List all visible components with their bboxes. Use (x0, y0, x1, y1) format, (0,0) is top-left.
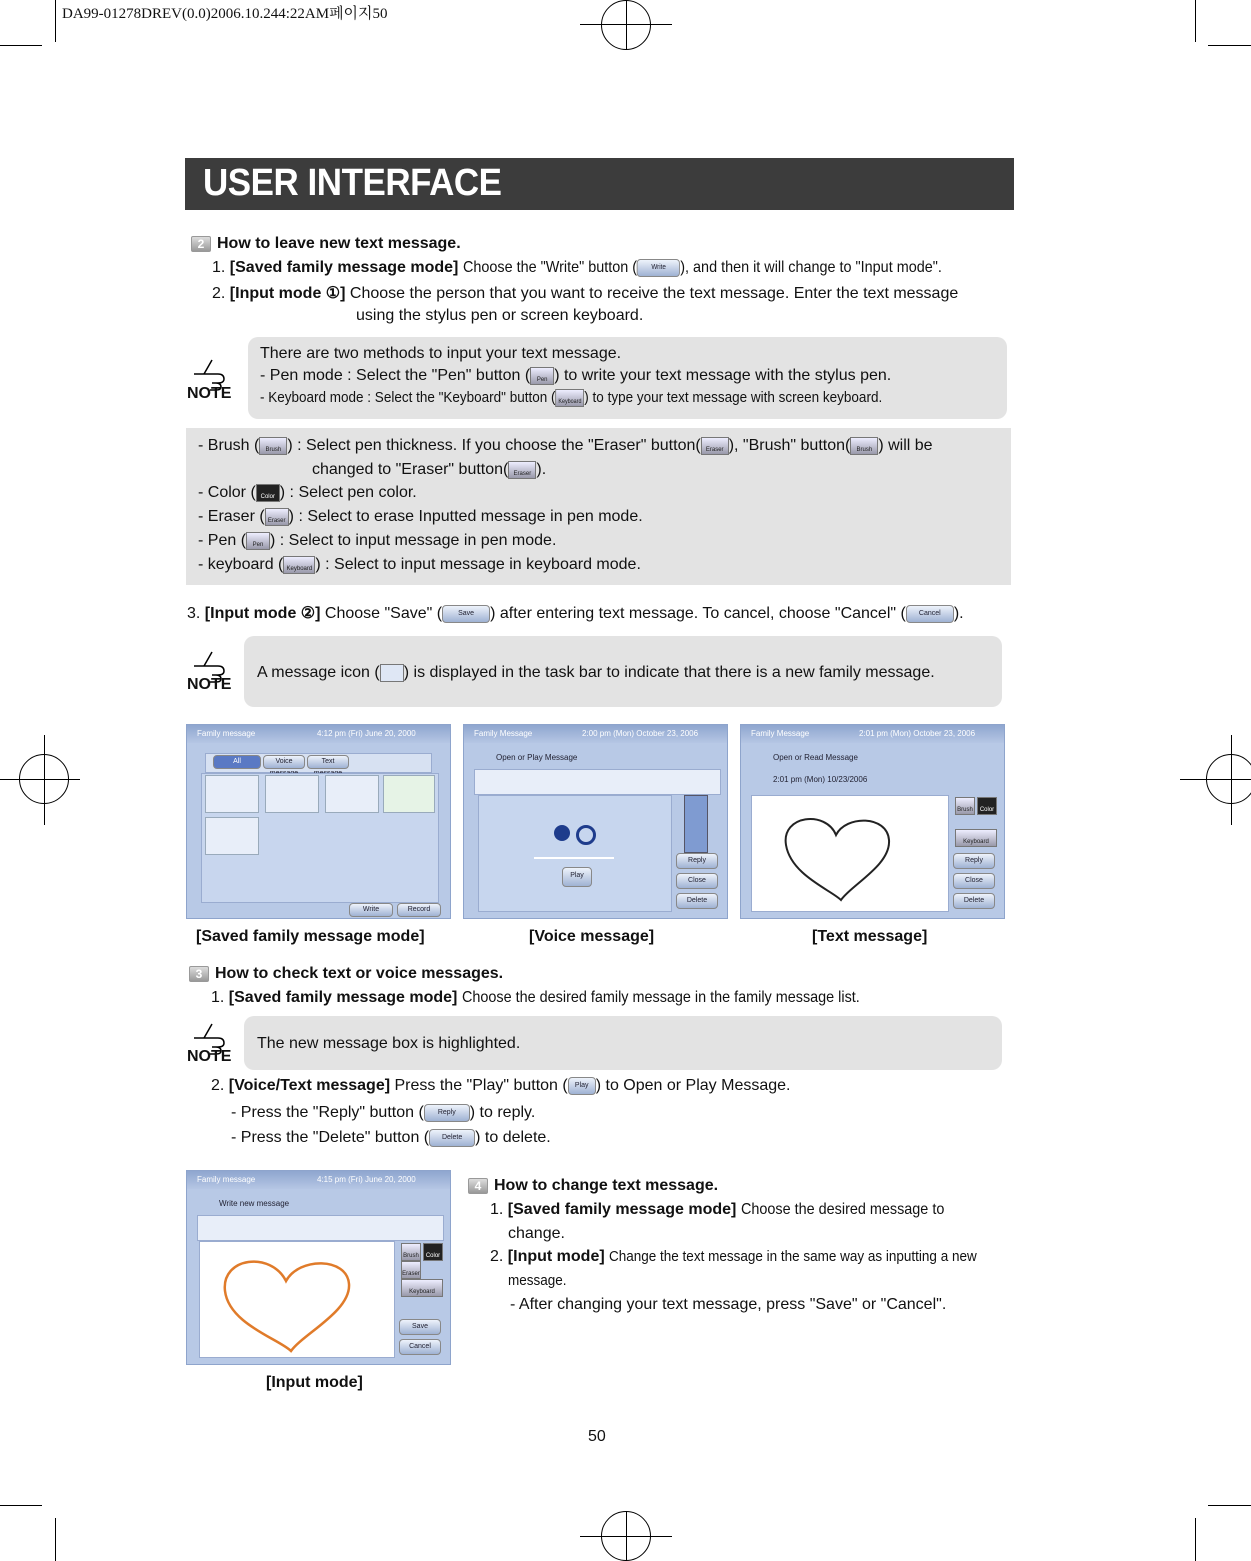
color-button[interactable]: Color (423, 1243, 443, 1261)
registration-mark (626, 1511, 627, 1561)
brush-button[interactable]: Brush (955, 797, 975, 815)
registration-mark (0, 779, 80, 780)
tool-keyboard: - keyboard ( Keyboard ) : Select to input message in keyboard mode. (198, 556, 641, 574)
color-icon: Color (256, 484, 280, 502)
color-button[interactable]: Color (977, 797, 997, 815)
tab-all[interactable]: All (213, 755, 261, 769)
play-button[interactable]: Play (562, 867, 592, 887)
note-line: A message icon ( ) is displayed in the task bar to indicate that there is a new family message. (257, 664, 935, 682)
tool-brush: - Brush ( Brush ) : Select pen thickness. If you choose the "Eraser" button( Eraser ), "Brush" button( Brush ) will be (198, 437, 933, 455)
crop-mark (1195, 0, 1196, 42)
section-4-step-1-cont: change. (508, 1225, 565, 1242)
note-label: NOTE (187, 676, 232, 693)
section-number-badge: 3 (189, 966, 209, 982)
delete-button[interactable]: Delete (953, 893, 995, 909)
voice-icon (576, 825, 596, 845)
crop-mark (1195, 1518, 1196, 1561)
note-line: - Keyboard mode : Select the "Keyboard" button ( Keyboard ) to type your text message with screen keyboard. (260, 389, 883, 406)
brush-icon: Brush (850, 437, 878, 455)
pen-icon: Pen (246, 532, 270, 550)
tab-text-message[interactable]: Text (307, 755, 349, 769)
eraser-icon: Eraser (508, 461, 536, 479)
screenshot-input-mode: Family message 4:15 pm (Fri) June 20, 2000 Write new message Brush Color Eraser Keyboard Save Cancel (186, 1170, 451, 1365)
eraser-button[interactable]: Eraser (401, 1261, 421, 1279)
section-2-step-3: 3. [Input mode ②] Choose "Save" ( Save ) after entering text message. To cancel, choose "Cancel" ( Cancel ). (187, 605, 964, 622)
reply-button[interactable]: Reply (676, 853, 718, 869)
note-label: NOTE (187, 385, 232, 402)
caption-saved-family-message-mode: [Saved family message mode] (196, 928, 425, 945)
section-4-step-2-cont: message. (508, 1272, 567, 1289)
section-4-heading: 4 How to change text message. (468, 1177, 718, 1195)
handwritten-heart (211, 1249, 361, 1354)
section-3-step-2: 2. [Voice/Text message] Press the "Play" button ( Play ) to Open or Play Message. (211, 1077, 791, 1095)
envelope-icon (380, 664, 404, 682)
caption-voice-message: [Voice message] (529, 928, 655, 945)
tab-voice-message[interactable]: Voice (263, 755, 305, 769)
eraser-icon: Eraser (265, 508, 289, 526)
section-4-step-1: 1. [Saved family message mode] Choose the desired message to (490, 1201, 945, 1218)
section-number-badge: 4 (468, 1178, 488, 1194)
reply-button[interactable]: Reply (953, 853, 995, 869)
brush-button[interactable]: Brush (401, 1243, 421, 1261)
crop-mark (1208, 1505, 1251, 1506)
pen-icon: Pen (530, 367, 554, 385)
section-3-reply: - Press the "Reply" button ( Reply ) to reply. (231, 1104, 536, 1122)
caption-text-message: [Text message] (812, 928, 928, 945)
crop-mark (55, 0, 56, 42)
cancel-button-icon: Cancel (906, 605, 954, 623)
crop-mark (0, 1505, 42, 1506)
section-4-step-2-note: - After changing your text message, press "Save" or "Cancel". (510, 1296, 947, 1313)
crop-mark (0, 45, 42, 46)
section-2-step-2: 2. [Input mode ①] Choose the person that you want to receive the text message. Enter the text message (212, 285, 959, 302)
delete-button-icon: Delete (429, 1129, 475, 1147)
note-line: The new message box is highlighted. (257, 1035, 521, 1052)
section-3-delete: - Press the "Delete" button ( Delete ) to delete. (231, 1129, 551, 1147)
screenshot-voice-message: Family Message 2:00 pm (Mon) October 23, 2006 Open or Play Message Play Reply Close Delete (463, 724, 728, 919)
write-button[interactable]: Write (349, 903, 393, 917)
section-2-heading: 2 How to leave new text message. (191, 235, 461, 253)
voice-icon (554, 825, 570, 841)
screenshot-saved-family-message: Family message 4:12 pm (Fri) June 20, 2000 All Voice Text Write Record (186, 724, 451, 919)
print-mark: DA99-01278DREV(0.0)2006.10.244:22AM페이지50 (62, 6, 388, 22)
tool-brush-cont: changed to "Eraser" button( Eraser ). (312, 461, 547, 479)
tool-pen: - Pen ( Pen ) : Select to input message in pen mode. (198, 532, 557, 550)
keyboard-icon: Keyboard (283, 556, 315, 574)
keyboard-button[interactable]: Keyboard (401, 1279, 443, 1297)
eraser-icon: Eraser (701, 437, 729, 455)
registration-mark (44, 735, 45, 825)
section-4-step-2: 2. [Input mode] Change the text message in the same way as inputting a new (490, 1248, 977, 1265)
close-button[interactable]: Close (676, 873, 718, 889)
brush-icon: Brush (259, 437, 287, 455)
section-number-badge: 2 (191, 236, 211, 252)
close-button[interactable]: Close (953, 873, 995, 889)
voice-panel (478, 795, 672, 912)
note-line: - Pen mode : Select the "Pen" button ( Pen ) to write your text message with the stylus pen. (260, 367, 892, 385)
crop-mark (1208, 45, 1251, 46)
screenshot-text-message: Family Message 2:01 pm (Mon) October 23, 2006 Open or Read Message 2:01 pm (Mon) 10/23/2006 Brush Color Keyboard Reply Close Delete (740, 724, 1005, 919)
section-2-step-1: 1. [Saved family message mode] Choose the "Write" button ( Write ), and then it will change to "Input mode". (212, 259, 942, 277)
cancel-button[interactable]: Cancel (399, 1339, 441, 1355)
section-3-step-1: 1. [Saved family message mode] Choose the desired family message in the family message list. (211, 989, 860, 1006)
save-button[interactable]: Save (399, 1319, 441, 1335)
reply-button-icon: Reply (424, 1104, 470, 1122)
handwritten-heart (771, 805, 901, 905)
tool-color: - Color ( Color ) : Select pen color. (198, 484, 417, 502)
section-3-heading: 3 How to check text or voice messages. (189, 965, 503, 983)
delete-button[interactable]: Delete (676, 893, 718, 909)
save-button-icon: Save (442, 605, 490, 623)
section-header (185, 158, 1014, 210)
play-button-icon: Play (568, 1077, 596, 1095)
caption-input-mode: [Input mode] (266, 1374, 363, 1391)
write-button-icon: Write (637, 259, 680, 277)
page-number: 50 (588, 1428, 606, 1445)
note-line: There are two methods to input your text message. (260, 345, 622, 362)
page-title: USER INTERFACE (203, 162, 502, 204)
section-2-step-2-cont: using the stylus pen or screen keyboard. (356, 307, 644, 324)
note-label: NOTE (187, 1048, 232, 1065)
registration-mark (1180, 779, 1251, 780)
registration-mark (1231, 735, 1232, 825)
registration-mark (626, 0, 627, 50)
keyboard-icon: Keyboard (556, 389, 585, 407)
tool-eraser: - Eraser ( Eraser ) : Select to erase Inputted message in pen mode. (198, 508, 643, 526)
keyboard-button[interactable]: Keyboard (955, 829, 997, 847)
crop-mark (55, 1518, 56, 1561)
record-button[interactable]: Record (397, 903, 441, 917)
